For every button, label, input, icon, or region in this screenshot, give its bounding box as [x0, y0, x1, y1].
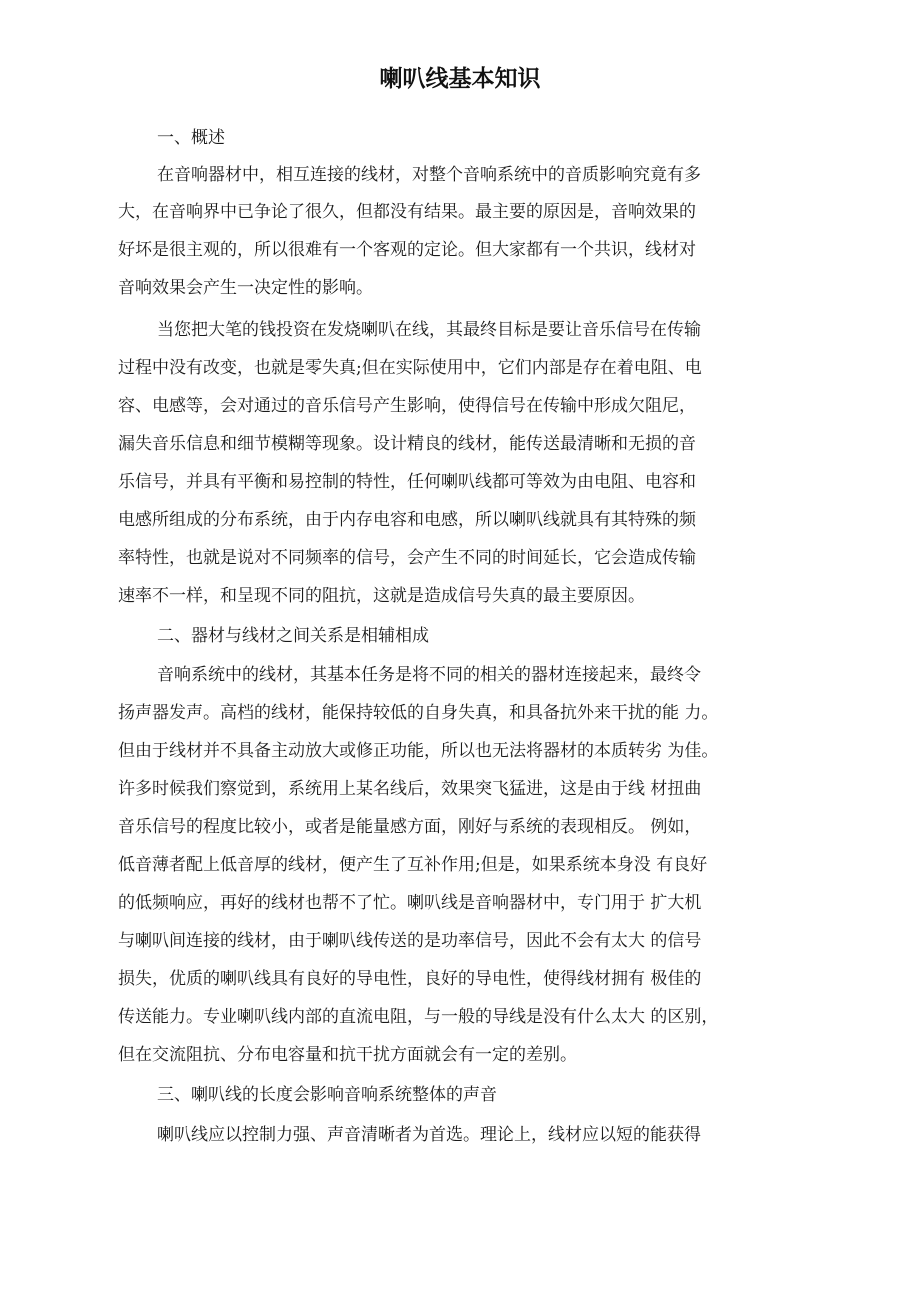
paragraph-line: 乐信号，并具有平衡和易控制的特性，任何喇叭线都可等效为由电阻、电容和 — [118, 472, 696, 492]
paragraph-line: 与喇叭间连接的线材，由于喇叭线传送的是功率信号，因此不会有太大 的信号 — [118, 931, 702, 951]
paragraph-line: 好坏是很主观的，所以很难有一个客观的定论。但大家都有一个共识，线材对 — [118, 240, 696, 260]
paragraph-line: 音乐信号的程度比较小，或者是能量感方面，刚好与系统的表现相反。 例如， — [118, 817, 702, 837]
paragraph-line: 的低频响应，再好的线材也帮不了忙。喇叭线是音响器材中，专门用于 扩大机 — [118, 893, 702, 913]
paragraph-line: 音响效果会产生一决定性的影响。 — [118, 278, 373, 298]
paragraph-line: 传送能力。专业喇叭线内部的直流电阻，与一般的导线是没有什么太大 的区别， — [118, 1007, 719, 1027]
paragraph-line: 电感所组成的分布系统，由于内存电容和电感，所以喇叭线就具有其特殊的频 — [118, 510, 696, 530]
paragraph-line: 扬声器发声。高档的线材，能保持较低的自身失真，和具备抗外来干扰的能 力。 — [118, 703, 719, 723]
paragraph-line: 喇叭线应以控制力强、声音清晰者为首选。理论上，线材应以短的能获得 — [157, 1125, 701, 1145]
paragraph-line: 当您把大笔的钱投资在发烧喇叭在线，其最终目标是要让音乐信号在传输 — [157, 320, 701, 340]
paragraph-line: 但在交流阻抗、分布电容量和抗干扰方面就会有一定的差别。 — [118, 1045, 577, 1065]
paragraph-line: 低音薄者配上低音厚的线材，便产生了互补作用;但是，如果系统本身没 有良好 — [118, 855, 708, 875]
section-heading-relationship: 二、器材与线材之间关系是相辅相成 — [157, 626, 429, 646]
paragraph-line: 损失，优质的喇叭线具有良好的导电性，良好的导电性，使得线材拥有 极佳的 — [118, 969, 702, 989]
paragraph-line: 但由于线材并不具备主动放大或修正功能，所以也无法将器材的本质转劣 为佳。 — [118, 741, 719, 761]
paragraph-line: 在音响器材中，相互连接的线材，对整个音响系统中的音质影响究竟有多 — [157, 165, 701, 185]
paragraph-line: 音响系统中的线材，其基本任务是将不同的相关的器材连接起来，最终令 — [157, 665, 701, 685]
section-heading-cable-length: 三、喇叭线的长度会影响音响系统整体的声音 — [157, 1085, 497, 1105]
paragraph-line: 许多时候我们察觉到，系统用上某名线后，效果突飞猛进，这是由于线 材扭曲 — [118, 779, 702, 799]
page-title: 喇叭线基本知识 — [379, 66, 541, 92]
section-heading-overview: 一、概述 — [157, 128, 225, 148]
paragraph-line: 大，在音响界中已争论了很久，但都没有结果。最主要的原因是，音响效果的 — [118, 202, 696, 222]
paragraph-line: 过程中没有改变，也就是零失真;但在实际使用中，它们内部是存在着电阻、电 — [118, 358, 702, 378]
paragraph-line: 容、电感等，会对通过的音乐信号产生影响，使得信号在传输中形成欠阻尼， — [118, 396, 696, 416]
paragraph-line: 速率不一样，和呈现不同的阻抗，这就是造成信号失真的最主要原因。 — [118, 586, 645, 606]
paragraph-line: 漏失音乐信息和细节模糊等现象。设计精良的线材，能传送最清晰和无损的音 — [118, 434, 696, 454]
paragraph-line: 率特性，也就是说对不同频率的信号，会产生不同的时间延长，它会造成传输 — [118, 548, 696, 568]
